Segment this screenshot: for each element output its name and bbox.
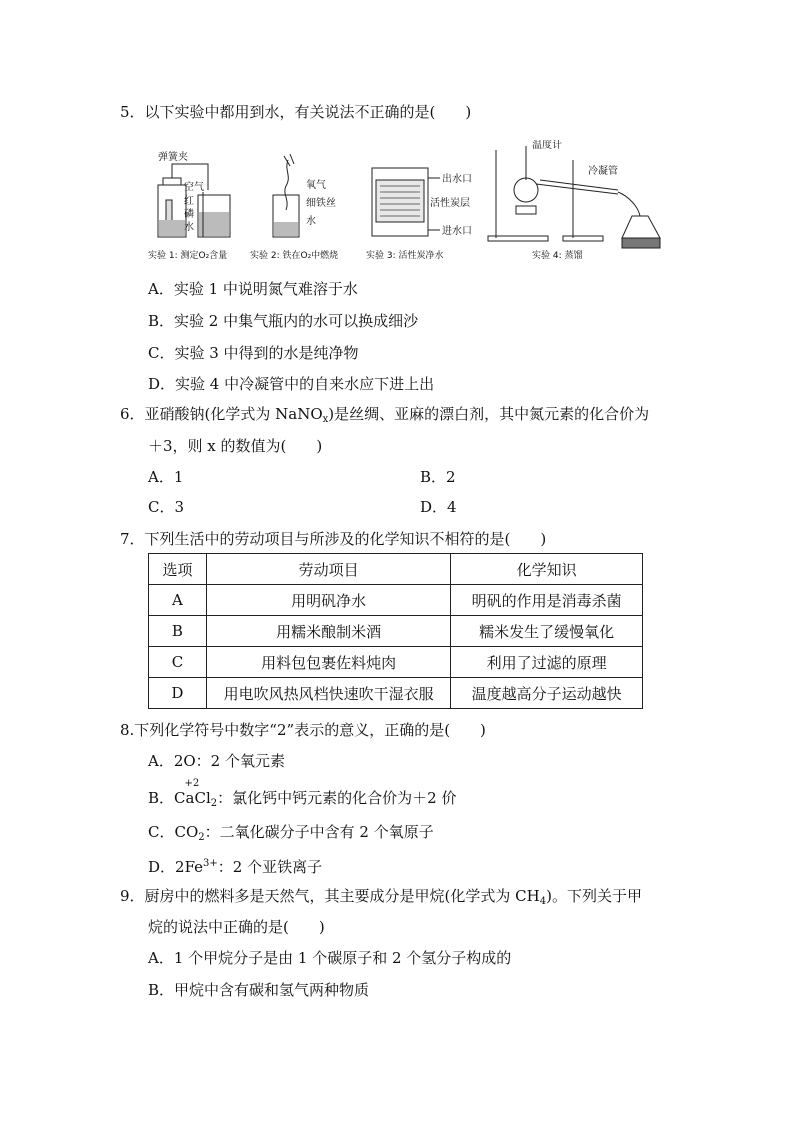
exp1-label-air: 空气 (184, 182, 204, 193)
q6-stem-pre: 6．亚硝酸钠(化学式为 NaNO (120, 405, 323, 423)
table-cell: 用糯米酿制米酒 (206, 616, 450, 647)
q5-option-d: D．实验 4 中冷凝管中的自来水应下进上出 (148, 375, 435, 393)
q8-option-d-post: ：2 个亚铁离子 (217, 858, 323, 876)
table-cell: 用料包包裹佐料炖肉 (206, 647, 450, 678)
table-row (149, 647, 643, 678)
q5-figure (148, 140, 668, 265)
exp2-caption: 实验 2: 铁在O₂中燃烧 (250, 251, 339, 261)
exp1-label-water: 水 (184, 222, 194, 233)
exp1-label-red: 红 (184, 196, 194, 207)
q6-option-d: D．4 (420, 498, 457, 516)
table-cell: 用电吹风热风档快速吹干湿衣服 (206, 678, 450, 709)
exp4-label-condenser: 冷凝管 (588, 166, 618, 177)
table-cell: D (149, 678, 207, 709)
q5-option-b: B．实验 2 中集气瓶内的水可以换成细沙 (148, 312, 419, 330)
q9-stem-line1 (120, 886, 680, 912)
q6-option-b: B．2 (420, 468, 456, 486)
q8-stem: 8.下列化学符号中数字“2”表示的意义，正确的是( ) (120, 721, 486, 739)
q6-stem-sub: x (322, 414, 329, 425)
q8-option-c-sub: 2 (198, 832, 205, 843)
q7-stem: 7．下列生活中的劳动项目与所涉及的化学知识不相符的是( ) (120, 530, 547, 548)
q6-stem-post: )是丝绸、亚麻的漂白剂，其中氮元素的化合价为 (328, 405, 650, 423)
q6-stem-line1 (120, 404, 680, 430)
q8-option-c-post: ：二氧化碳分子中含有 2 个氧原子 (204, 823, 434, 841)
q8-option-b-cl: Cl (194, 789, 211, 807)
table-cell: 明矾的作用是消毒杀菌 (451, 585, 643, 616)
exp3-caption: 实验 3: 活性炭净水 (366, 251, 444, 261)
q8-option-d-pre: D．2Fe (148, 858, 204, 876)
q8-option-c-pre: C．CO (148, 823, 199, 841)
table-row (149, 678, 643, 709)
table-cell: 利用了过滤的原理 (451, 647, 643, 678)
table-row (149, 616, 643, 647)
q5-option-c: C．实验 3 中得到的水是纯净物 (148, 344, 359, 362)
table-header-row (149, 554, 643, 585)
q9-stem-post: )。下列关于甲 (546, 887, 642, 905)
exp4-apparatus (488, 146, 660, 248)
exp4-caption: 实验 4: 蒸馏 (532, 251, 583, 261)
q6-option-a: A．1 (148, 468, 184, 486)
q9-option-b: B．甲烷中含有碳和氢气两种物质 (148, 981, 370, 999)
table-cell: A (149, 585, 207, 616)
q9-stem-line2: 烷的说法中正确的是( ) (148, 918, 325, 936)
q8-option-d (148, 854, 322, 877)
exp3-label-outlet: 出水口 (442, 174, 472, 185)
exp2-label-water: 水 (306, 216, 316, 227)
exp1-apparatus (158, 164, 230, 237)
q8-option-b-pre: B．C (148, 789, 186, 807)
header-chem-knowledge: 化学知识 (451, 554, 643, 585)
table-cell: 用明矾净水 (206, 585, 450, 616)
q6-stem-line2: ＋3，则 x 的数值为( ) (148, 437, 323, 455)
q8-option-b (148, 778, 457, 814)
table-cell: 糯米发生了缓慢氧化 (451, 616, 643, 647)
q9-stem-pre: 9．厨房中的燃料多是天然气，其主要成分是甲烷(化学式为 CH (120, 887, 540, 905)
exp2-label-oxygen: 氧气 (306, 180, 326, 191)
exp1-label-phosphorus: 磷 (184, 209, 194, 220)
q6-option-c: C．3 (148, 498, 185, 516)
table-cell: B (149, 616, 207, 647)
q8-option-b-sub: 2 (210, 798, 218, 809)
q8-option-b-post: ：氯化钙中钙元素的化合价为＋2 价 (217, 789, 457, 807)
q8-option-d-sup: 3+ (203, 858, 218, 869)
exp2-apparatus (273, 154, 299, 237)
q8-option-a: A．2O：2 个氧元素 (148, 752, 285, 770)
exp2-label-iron-wire: 细铁丝 (306, 198, 336, 209)
exp3-label-carbon: 活性炭层 (430, 198, 470, 209)
table-cell: 温度越高分子运动越快 (451, 678, 643, 709)
table-row (149, 585, 643, 616)
exp1-label-clip: 弹簧夹 (158, 152, 188, 163)
q5-stem: 5．以下实验中都用到水，有关说法不正确的是( ) (120, 103, 472, 121)
exp1-caption: 实验 1: 测定O₂含量 (148, 251, 228, 261)
q9-option-a: A．1 个甲烷分子是由 1 个碳原子和 2 个氢分子构成的 (148, 949, 512, 967)
q5-option-a: A．实验 1 中说明氮气难溶于水 (148, 280, 358, 298)
q7-table (148, 553, 643, 709)
table-cell: C (149, 647, 207, 678)
q8-option-b-valence: +2 (184, 778, 200, 789)
q9-stem-sub: 4 (539, 896, 547, 907)
header-labor-project: 劳动项目 (206, 554, 450, 585)
exp4-label-thermometer: 温度计 (532, 140, 562, 151)
exp3-label-inlet: 进水口 (442, 226, 472, 237)
q8-option-b-a: a (185, 789, 195, 807)
q8-option-c (148, 822, 434, 848)
header-option: 选项 (149, 554, 207, 585)
